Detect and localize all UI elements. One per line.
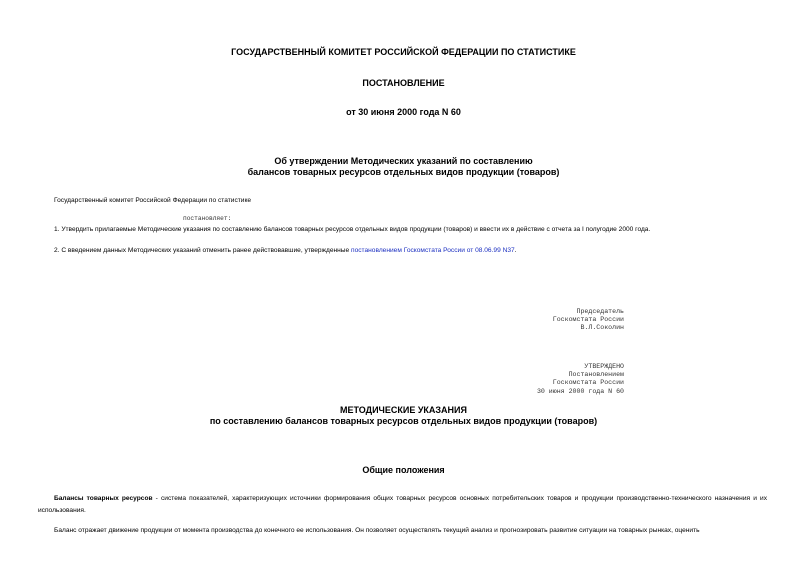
signature-line-2: Госкомстата России [552,316,624,324]
approval-line-1: УТВЕРЖДЕНО [584,363,624,370]
intro-text: Государственный комитет Российской Федерации по статистике [54,197,252,204]
signature-line-1: Председатель [576,308,624,315]
signature-block [553,308,624,333]
subject-line-2: балансов товарных ресурсов отдельных видов продукции (товаров) [247,167,560,177]
paragraph-1-text: - система показателей, характеризующих источники формирования общих товарных ресурсов основных потребительских товаров и продукции производственно-технического назначения и их использования. [38,495,767,514]
guidelines-subtitle: по составлению балансов товарных ресурсов отдельных видов продукции (товаров) [209,416,598,426]
paragraph-2: Баланс отражает движение продукции от момента производства до конечного ее использования. Он позволяет осуществлять текущий анализ и прогнозировать развитие ситуации на товарных рынках, оценить [54,527,700,534]
approval-line-3: Госкомстата России [552,379,624,387]
item-2-text: 2. С введением данных Методических указаний отменить ранее действовавшие, утвержденные [54,247,352,254]
committee-title: ГОСУДАРСТВЕННЫЙ КОМИТЕТ РОССИЙСКОЙ ФЕДЕРАЦИИ ПО СТАТИСТИКЕ [231,47,576,57]
approval-line-4: 30 июня 2000 года N 60 [536,387,624,395]
item-2-end: . [514,247,517,254]
signature-line-3: В.Л.Соколин [580,324,624,332]
subject-line-1: Об утверждении Методических указаний по составлению [274,156,533,166]
guidelines-title [0,405,807,427]
doc-type: ПОСТАНОВЛЕНИЕ [362,78,445,88]
approval-line-2: Постановлением [568,371,624,379]
doc-subject [0,156,807,178]
section-heading: Общие положения [362,465,445,475]
item-1: 1. Утвердить прилагаемые Методические указания по составлению балансов товарных ресурсов отдельных видов продукции (товаров) и ввести их в действие с отчета за I полугодие 2000 года. [54,226,651,233]
resolves-text: постановляет: [183,215,232,222]
paragraph-1 [38,493,767,517]
doc-date-number: от 30 июня 2000 года N 60 [346,107,461,117]
guidelines-title-line: МЕТОДИЧЕСКИЕ УКАЗАНИЯ [340,405,467,415]
item-2 [54,247,517,254]
paragraph-1-term: Балансы товарных ресурсов [54,495,153,502]
approval-block [537,363,624,396]
resolution-link[interactable]: постановлением Госкомстата России от 08.06.99 N37 [351,247,515,254]
